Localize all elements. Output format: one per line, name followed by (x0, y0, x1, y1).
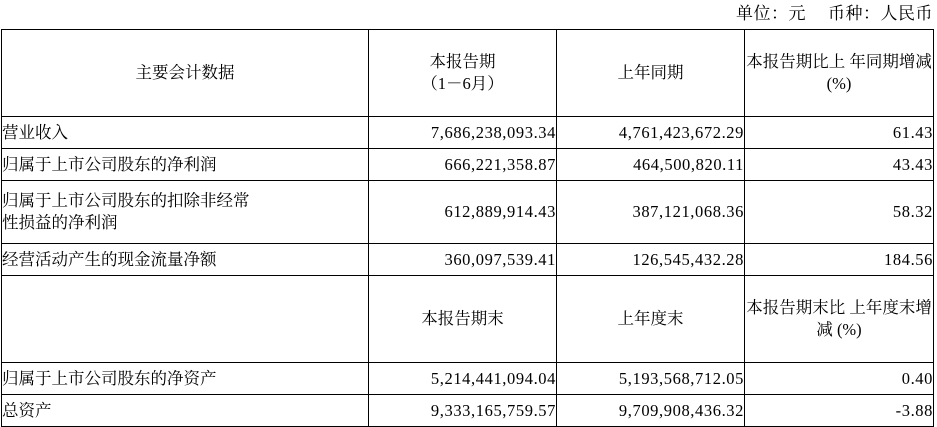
header-cell-empty (2, 276, 369, 363)
row-value-current: 9,333,165,759.57 (369, 395, 557, 427)
row-value-change: -3.88 (745, 395, 934, 427)
header-current-period-line1: 本报告期 (429, 52, 496, 72)
row-label: 归属于上市公司股东的净资产 (2, 363, 369, 395)
row-value-current: 360,097,539.41 (369, 244, 557, 276)
header-cell-period-end (369, 276, 557, 363)
row-value-previous: 4,761,423,672.29 (557, 117, 745, 149)
header-cell-prior-period (557, 30, 745, 117)
row-label: 经营活动产生的现金流量净额 (2, 244, 369, 276)
header-cell-balance-change (745, 276, 934, 363)
header-main-items-label: 主要会计数据 (135, 63, 235, 83)
unit-currency-note (736, 0, 933, 28)
table-row (2, 395, 934, 427)
row-label-line1: 归属于上市公司股东的扣除非经常 (2, 191, 250, 211)
row-value-previous: 387,121,068.36 (557, 181, 745, 244)
row-label: 营业收入 (2, 117, 369, 149)
header-cell-period-change (745, 30, 934, 117)
table-row (2, 181, 934, 244)
header-period-change-line1: 本报告期比上 (746, 52, 846, 72)
row-label-line2: 性损益的净利润 (2, 213, 118, 232)
table-row (2, 363, 934, 395)
table-row (2, 244, 934, 276)
row-label: 总资产 (2, 395, 369, 427)
row-label (2, 181, 369, 244)
row-value-previous: 5,193,568,712.05 (557, 363, 745, 395)
table-header-row-balance (2, 276, 934, 363)
table-row (2, 117, 934, 149)
row-value-previous: 464,500,820.11 (557, 149, 745, 181)
header-balance-change-line3: (%) (836, 320, 862, 339)
row-value-current: 5,214,441,094.04 (369, 363, 557, 395)
row-value-current: 7,686,238,093.34 (369, 117, 557, 149)
row-value-change: 58.32 (745, 181, 934, 244)
header-period-end-label: 本报告期末 (421, 309, 504, 329)
row-label: 归属于上市公司股东的净利润 (2, 149, 369, 181)
row-value-previous: 126,545,432.28 (557, 244, 745, 276)
header-period-change-line2: 年同期增减 (849, 52, 932, 72)
row-value-change: 43.43 (745, 149, 934, 181)
table-row (2, 149, 934, 181)
header-cell-prior-year-end (557, 276, 745, 363)
table-header-row-period (2, 30, 934, 117)
row-value-current: 666,221,358.87 (369, 149, 557, 181)
header-current-period-line2: （1－6月） (421, 74, 504, 93)
header-cell-current-period (369, 30, 557, 117)
header-cell-main-items (2, 30, 369, 117)
currency-label: 币种：人民币 (828, 4, 933, 23)
row-value-current: 612,889,914.43 (369, 181, 557, 244)
row-value-change: 184.56 (745, 244, 934, 276)
header-balance-change-line2: 上年度末增减 (816, 298, 932, 339)
row-value-change: 61.43 (745, 117, 934, 149)
unit-label: 单位：元 (736, 4, 806, 23)
header-prior-year-end-label: 上年度末 (617, 309, 684, 329)
header-period-change-line3: (%) (826, 74, 852, 93)
header-prior-period-label: 上年同期 (617, 63, 684, 83)
row-value-change: 0.40 (745, 363, 934, 395)
row-value-previous: 9,709,908,436.32 (557, 395, 745, 427)
header-balance-change-line1: 本报告期末比 (746, 298, 846, 318)
financial-summary-table (1, 29, 934, 427)
